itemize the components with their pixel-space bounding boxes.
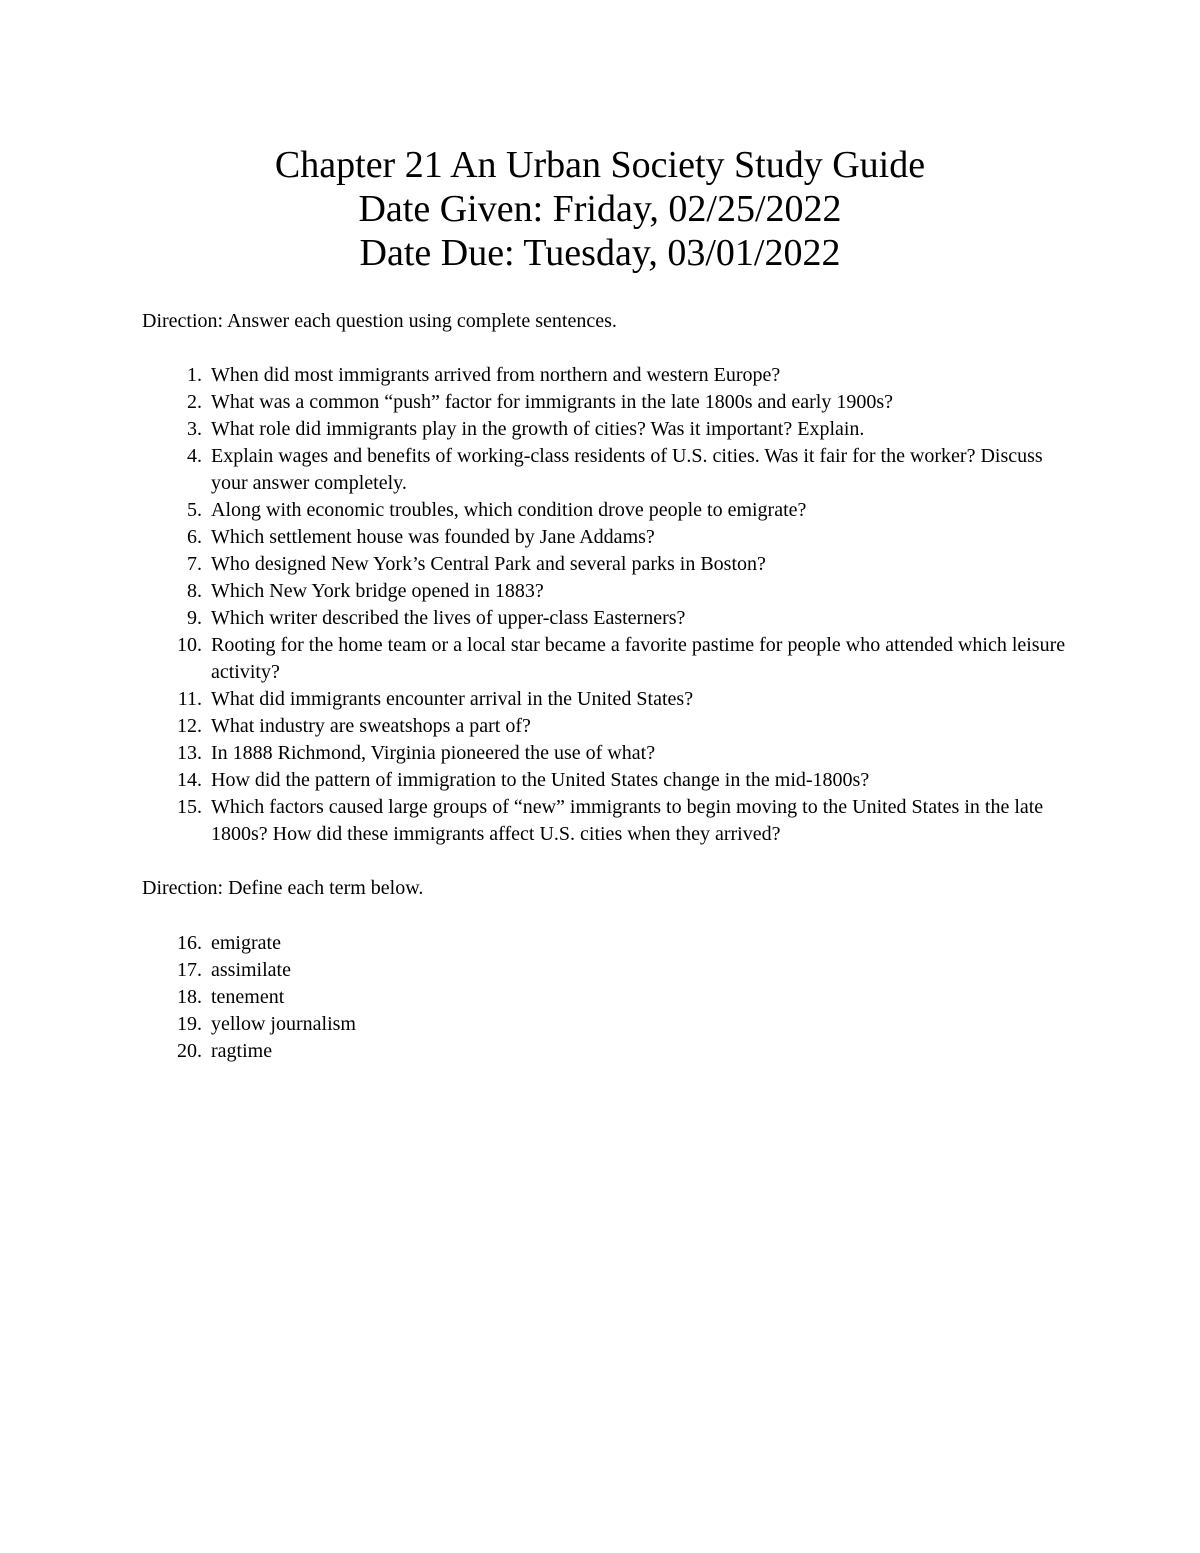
question-text: Along with economic troubles, which condition drove people to emigrate? bbox=[211, 499, 807, 521]
list-item bbox=[0, 740, 1071, 767]
question-text: Who designed New York’s Central Park and several parks in Boston? bbox=[211, 553, 766, 575]
item-number: 16. bbox=[177, 932, 202, 954]
question-text: When did most immigrants arrived from northern and western Europe? bbox=[211, 364, 781, 386]
item-number: 12. bbox=[177, 715, 202, 737]
list-item bbox=[0, 1038, 1071, 1065]
question-text: What was a common “push” factor for immigrants in the late 1800s and early 1900s? bbox=[211, 391, 894, 413]
item-number: 6. bbox=[187, 526, 202, 548]
list-item bbox=[0, 984, 1071, 1011]
list-item bbox=[0, 1011, 1071, 1038]
date-given: Date Given: Friday, 02/25/2022 bbox=[358, 188, 842, 230]
question-text: Which settlement house was founded by Jane Addams? bbox=[211, 526, 655, 548]
list-item bbox=[0, 497, 1071, 524]
question-text: Rooting for the home team or a local star became a favorite pastime for people who attended which leisure activity? bbox=[211, 634, 1066, 683]
title-block bbox=[0, 143, 1200, 275]
item-number: 7. bbox=[187, 553, 202, 575]
question-text: What did immigrants encounter arrival in the United States? bbox=[211, 688, 694, 710]
question-text: Which factors caused large groups of “new” immigrants to begin moving to the United States in the late 1800s? How did these immigrants affect U.S. cities when they arrived? bbox=[211, 796, 1044, 845]
list-item bbox=[0, 389, 1071, 416]
item-number: 19. bbox=[177, 1013, 202, 1035]
list-item bbox=[0, 524, 1071, 551]
item-number: 11. bbox=[177, 688, 202, 710]
question-text: What role did immigrants play in the growth of cities? Was it important? Explain. bbox=[211, 418, 865, 440]
list-item bbox=[0, 443, 1071, 497]
question-text: In 1888 Richmond, Virginia pioneered the use of what? bbox=[211, 742, 656, 764]
term-text: yellow journalism bbox=[211, 1013, 356, 1035]
item-number: 15. bbox=[177, 796, 202, 818]
question-text: What industry are sweatshops a part of? bbox=[211, 715, 531, 737]
item-number: 13. bbox=[177, 742, 202, 764]
item-number: 20. bbox=[177, 1040, 202, 1062]
item-number: 17. bbox=[177, 959, 202, 981]
list-item bbox=[0, 578, 1071, 605]
list-item bbox=[0, 416, 1071, 443]
list-item bbox=[0, 362, 1071, 389]
item-number: 1. bbox=[187, 364, 202, 386]
list-item bbox=[0, 632, 1071, 686]
item-number: 2. bbox=[187, 391, 202, 413]
item-number: 8. bbox=[187, 580, 202, 602]
list-item bbox=[0, 686, 1071, 713]
questions-list bbox=[0, 362, 1071, 848]
list-item bbox=[0, 957, 1071, 984]
list-item bbox=[0, 605, 1071, 632]
list-item bbox=[0, 767, 1071, 794]
question-text: Explain wages and benefits of working-class residents of U.S. cities. Was it fair for the worker? Discuss your answer completely. bbox=[211, 445, 1043, 494]
item-number: 10. bbox=[177, 634, 202, 656]
term-text: tenement bbox=[211, 986, 285, 1008]
item-number: 5. bbox=[187, 499, 202, 521]
term-text: assimilate bbox=[211, 959, 291, 981]
item-number: 9. bbox=[187, 607, 202, 629]
list-item bbox=[0, 713, 1071, 740]
list-item bbox=[0, 930, 1071, 957]
terms-list bbox=[0, 930, 1071, 1065]
page-title: Chapter 21 An Urban Society Study Guide bbox=[274, 144, 926, 186]
list-item bbox=[0, 794, 1071, 848]
question-text: Which writer described the lives of upper-class Easterners? bbox=[211, 607, 686, 629]
term-text: emigrate bbox=[211, 932, 281, 954]
question-text: How did the pattern of immigration to the United States change in the mid-1800s? bbox=[211, 769, 870, 791]
term-text: ragtime bbox=[211, 1040, 273, 1062]
item-number: 4. bbox=[187, 445, 202, 467]
item-number: 18. bbox=[177, 986, 202, 1008]
item-number: 14. bbox=[177, 769, 202, 791]
item-number: 3. bbox=[187, 418, 202, 440]
question-text: Which New York bridge opened in 1883? bbox=[211, 580, 544, 602]
questions-direction: Direction: Answer each question using complete sentences. bbox=[142, 310, 617, 332]
list-item bbox=[0, 551, 1071, 578]
date-due: Date Due: Tuesday, 03/01/2022 bbox=[359, 232, 841, 274]
terms-direction: Direction: Define each term below. bbox=[142, 877, 424, 899]
